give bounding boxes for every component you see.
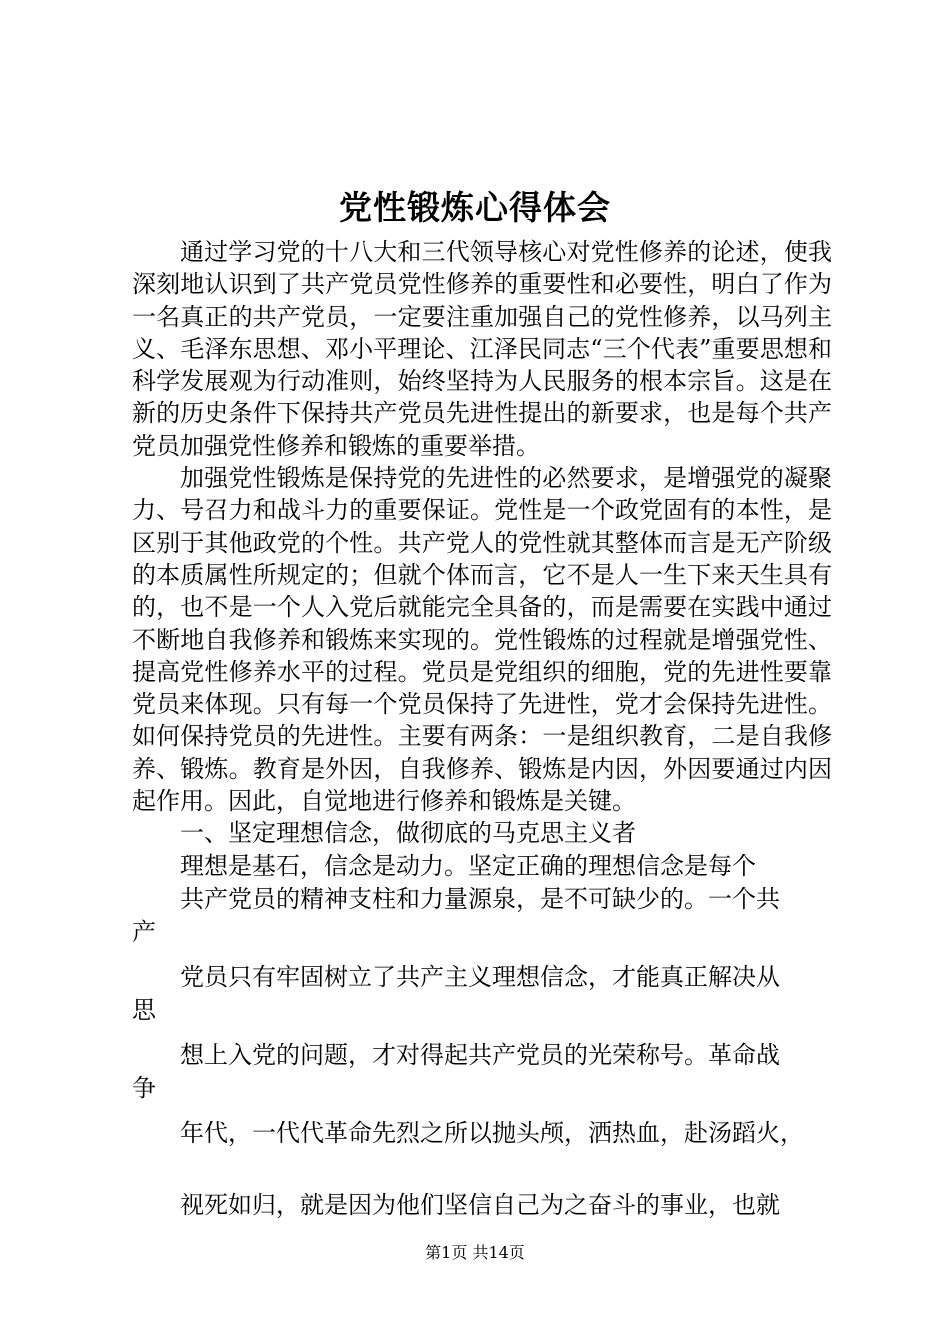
- section-line-3-tail: 思: [132, 995, 156, 1024]
- page-footer: 第1页 共14页: [425, 1243, 525, 1262]
- section-line-2: 共产党员的精神支柱和力量源泉，是不可缺少的。一个共: [180, 884, 780, 913]
- paragraph-1: 通过学习党的十八大和三代领导核心对党性修养的论述，使我深刻地认识到了共产党员党性修养的重要性和必要性，明白了作为一名真正的共产党员，一定要注重加强自己的党性修养，以马列主义、毛泽东思想、邓小平理论、江泽民同志“三个代表”重要思想和科学发展观为行动准则，始终坚持为人民服务的根本宗旨。这是在新的历史条件下保持共产党员先进性提出的新要求，也是每个共产党员加强党性修养和锻炼的重要举措。: [132, 238, 832, 460]
- section-line-4: 想上入党的问题，才对得起共产党员的光荣称号。革命战: [180, 1040, 780, 1069]
- section-line-2-tail: 产: [132, 917, 156, 946]
- section-line-5-gap: [132, 1150, 832, 1189]
- document-title: 党性锻炼心得体会: [339, 188, 611, 227]
- section-line-5: 年代，一代代革命先烈之所以抛头颅，洒热血，赴汤蹈火，: [180, 1118, 804, 1147]
- section-heading: 一、坚定理想信念，做彻底的马克思主义者: [180, 819, 636, 848]
- section-line-3: 党员只有牢固树立了共产主义理想信念，才能真正解决从: [180, 962, 780, 991]
- document-body: [132, 236, 832, 1222]
- section-line-1: 理想是基石，信念是动力。坚定正确的理想信念是每个: [180, 851, 756, 880]
- section-line-4-tail: 争: [132, 1073, 156, 1102]
- section-line-6: 视死如归，就是因为他们坚信自己为之奋斗的事业，也就: [180, 1190, 780, 1219]
- section-body: [132, 850, 832, 1222]
- paragraph-2: 加强党性锻炼是保持党的先进性的必然要求，是增强党的凝聚力、号召力和战斗力的重要保证。党性是一个政党固有的本性，是区别于其他政党的个性。共产党人的党性就其整体而言是无产阶级的本质属性所规定的；但就个体而言，它不是人一生下来天生具有的，也不是一个人入党后就能完全具备的，而是需要在实践中通过不断地自我修养和锻炼来实现的。党性锻炼的过程就是增强党性、提高党性修养水平的过程。党员是党组织的细胞，党的先进性要靠党员来体现。只有每一个党员保持了先进性，党才会保持先进性。如何保持党员的先进性。主要有两条：一是组织教育，二是自我修养、锻炼。教育是外因，自我修养、锻炼是内因，外因要通过内因起作用。因此，自觉地进行修养和锻炼是关键。: [132, 464, 832, 816]
